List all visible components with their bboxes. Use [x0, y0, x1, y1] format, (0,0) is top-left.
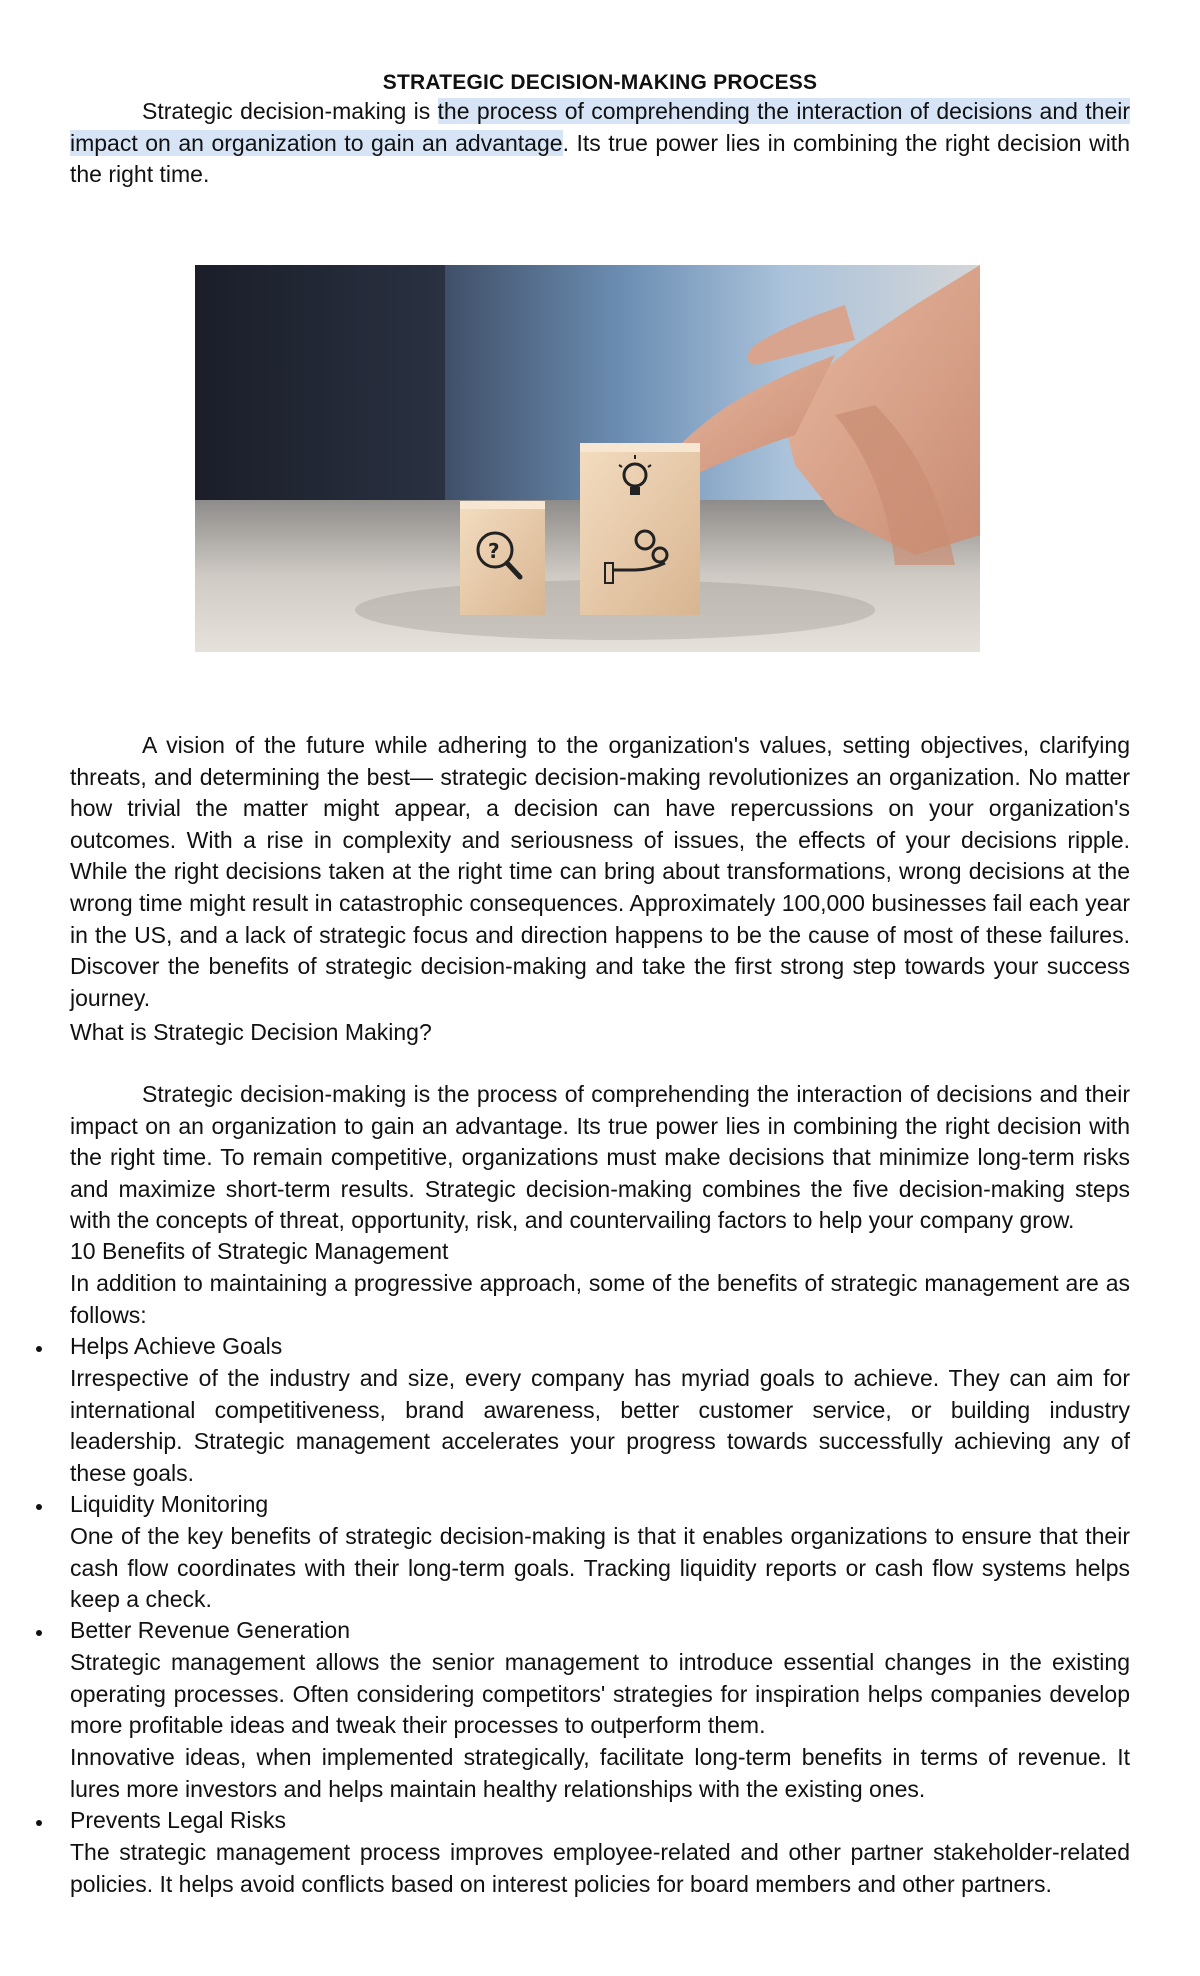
hand-placing-wooden-cubes-image — [195, 265, 980, 652]
benefit-body: Irrespective of the industry and size, every company has myriad goals to achieve. They can aim for international competitiveness, brand awareness, better customer service, or building industry leadership. Strategic management accelerates your progress towards successfully achieving any of these goals. — [70, 1365, 1130, 1486]
svg-text:?: ? — [488, 539, 500, 563]
section-heading-what-is: What is Strategic Decision Making? — [70, 1019, 432, 1045]
definition-paragraph: Strategic decision-making is the process of comprehending the interaction of decisions and their impact on an organization to gain an advantage. Its true power lies in combining the right decision with the right time. To remain competitive, organizations must make decisions that minimize long-term risks and maximize short-term results. Strategic decision-making combines the five decision-making steps with the concepts of threat, opportunity, risk, and countervailing factors to help your company grow. — [70, 1081, 1130, 1234]
benefit-title: Prevents Legal Risks — [70, 1807, 287, 1833]
benefit-title: Better Revenue Generation — [70, 1617, 351, 1643]
benefits-heading: 10 Benefits of Strategic Management — [70, 1238, 449, 1264]
bullet-icon — [36, 1630, 42, 1636]
benefit-title: Liquidity Monitoring — [70, 1491, 269, 1517]
intro-text-end: . Its true power lies in combining the right decision with the right time. — [70, 129, 1130, 188]
intro-text-start: Strategic decision-making is — [142, 98, 438, 124]
benefit-title: Helps Achieve Goals — [70, 1333, 283, 1359]
benefit-body-continued: Innovative ideas, when implemented strategically, facilitate long-term benefits in terms of revenue. It lures more investors and helps maintain healthy relationships with the existing ones. — [70, 1744, 1130, 1802]
bullet-icon — [36, 1346, 42, 1352]
benefit-body: One of the key benefits of strategic decision-making is that it enables organizations to ensure that their cash flow coordinates with their long-term goals. Tracking liquidity reports or cash flow systems helps keep a check. — [70, 1523, 1130, 1613]
benefit-body: The strategic management process improves employee-related and other partner stakeholder-related policies. It helps avoid conflicts based on interest policies for board members and other partners. — [70, 1839, 1130, 1897]
benefit-body: Strategic management allows the senior management to introduce essential changes in the existing operating processes. Often considering competitors' strategies for inspiration helps companies develop more profitable ideas and tweak their processes to outperform them. — [70, 1649, 1130, 1739]
vision-paragraph: A vision of the future while adhering to the organization's values, setting objectives, clarifying threats, and determining the best— strategic decision-making revolutionizes an organization. No matter how trivial the matter might appear, a decision can have repercussions on your organization's outcomes. With a rise in complexity and seriousness of issues, the effects of your decisions ripple. While the right decisions taken at the right time can bring about transformations, wrong decisions at the wrong time might result in catastrophic consequences. Approximately 100,000 businesses fail each year in the US, and a lack of strategic focus and direction happens to be the cause of most of these failures. Discover the benefits of strategic decision-making and take the first strong step towards your success journey. — [70, 732, 1130, 1011]
intro-highlighted-text[interactable]: the process of comprehending the interaction of decisions and their impact on an organization to gain an advantage — [70, 98, 1130, 156]
intro-paragraph — [70, 96, 1130, 191]
benefits-intro: In addition to maintaining a progressive approach, some of the benefits of strategic management are as follows: — [70, 1270, 1130, 1328]
bullet-icon — [36, 1820, 42, 1826]
bullet-icon — [36, 1504, 42, 1510]
document-title: STRATEGIC DECISION-MAKING PROCESS — [382, 71, 818, 94]
